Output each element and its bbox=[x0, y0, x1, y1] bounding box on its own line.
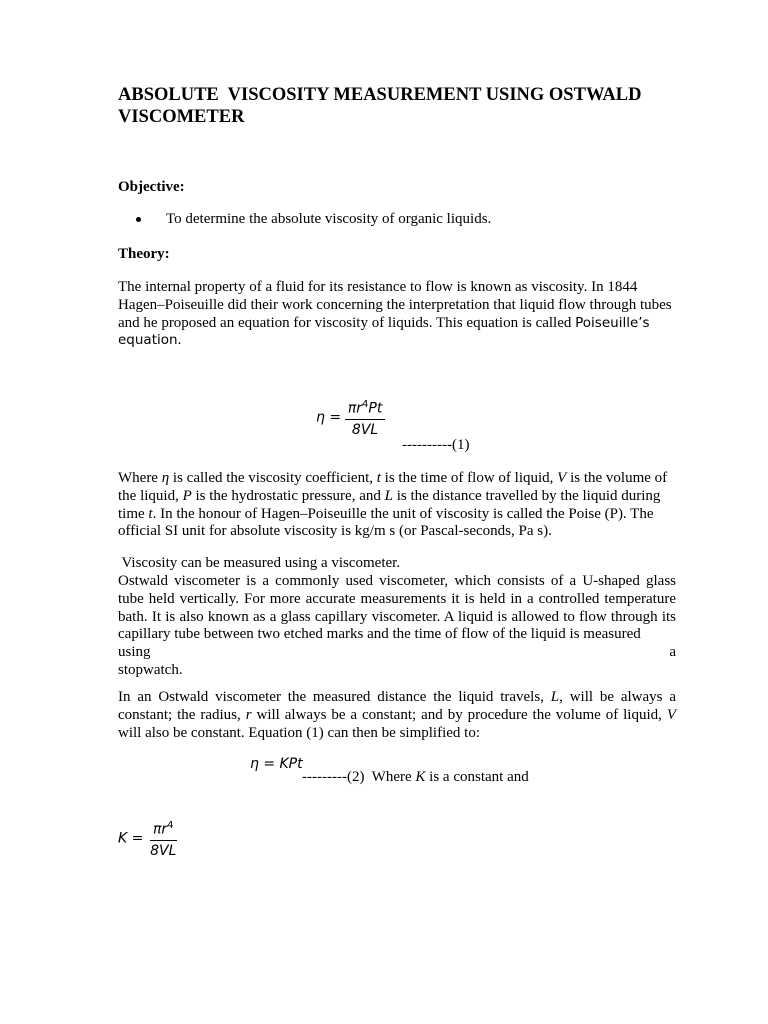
objective-heading: Objective: bbox=[118, 179, 185, 195]
equation-3-lhs: K = bbox=[118, 830, 144, 847]
objective-list-item bbox=[136, 211, 676, 228]
equation-1-denominator: 8VL bbox=[351, 421, 379, 438]
ostwald-paragraph bbox=[118, 573, 676, 680]
equation-3-numerator: $\pi r^4$ bbox=[150, 817, 177, 841]
equation-1-label: ----------(1) bbox=[402, 437, 470, 453]
theory-paragraph bbox=[118, 279, 676, 350]
equation-1 bbox=[316, 396, 385, 439]
equation-2-label: ---------(2) Where K is a constant and bbox=[302, 769, 529, 785]
equation-3 bbox=[118, 817, 179, 860]
document-title: ABSOLUTE VISCOSITY MEASUREMENT USING OSTWALD VISCOMETER bbox=[118, 85, 646, 127]
equation-1-lhs: η = bbox=[316, 409, 342, 426]
theory-heading: Theory: bbox=[118, 246, 170, 262]
equation-1-fraction bbox=[345, 396, 386, 439]
viscometer-intro: Viscosity can be measured using a viscometer. bbox=[118, 555, 401, 571]
ostwald-paragraph-end: stopwatch. bbox=[118, 661, 183, 678]
poiseuille-equation-term: Poiseuille’s equation bbox=[118, 314, 650, 349]
theory-paragraph-period: . bbox=[177, 332, 182, 349]
ostwald-paragraph-text: Ostwald viscometer is a commonly used viscometer, which consists of a U-shaped glass tube held vertically. For more accurate measurements it is held in a controlled temperature bath. It is also known as a glass capillary viscometer. A liquid is allowed to flow through its capillary tube between two etched marks and the time of flow of the liquid is measured bbox=[118, 573, 676, 643]
equation-3-fraction bbox=[147, 817, 179, 860]
objective-text: To determine the absolute viscosity of organic liquids. bbox=[166, 211, 492, 227]
equation-2: η = KPt bbox=[250, 756, 303, 772]
equation-3-denominator: 8VL bbox=[150, 842, 177, 859]
theory-paragraph-text: The internal property of a fluid for its resistance to flow is known as viscosity. In 1844 Hagen–Poiseuille did their work concerning the interpretation that liquid flow through tubes and he proposed an equation for viscosity of liquids. This equation is called bbox=[118, 279, 672, 331]
simplification-paragraph: In an Ostwald viscometer the measured distance the liquid travels, L, will be always a constant; the radius, r will always be a constant; and by procedure the volume of liquid, V will also be constant. Equation (1) can then be simplified to: bbox=[118, 689, 677, 741]
bullet-icon bbox=[136, 217, 141, 222]
eta-symbol: η bbox=[161, 470, 170, 486]
equation-1-numerator: $\pi r^4Pt$ bbox=[345, 396, 386, 420]
definitions-paragraph: Where η is called the viscosity coefficient, t is the time of flow of liquid, V is the volume of the liquid, P is the hydrostatic pressure, and L is the distance travelled by the liquid during time t. In the honour of Hagen–Poiseuille the unit of viscosity is called the Poise (P). The official SI unit for absolute viscosity is kg/m s (or Pascal-seconds, Pa s). bbox=[118, 470, 668, 540]
ostwald-justified-line: using a bbox=[118, 644, 676, 661]
